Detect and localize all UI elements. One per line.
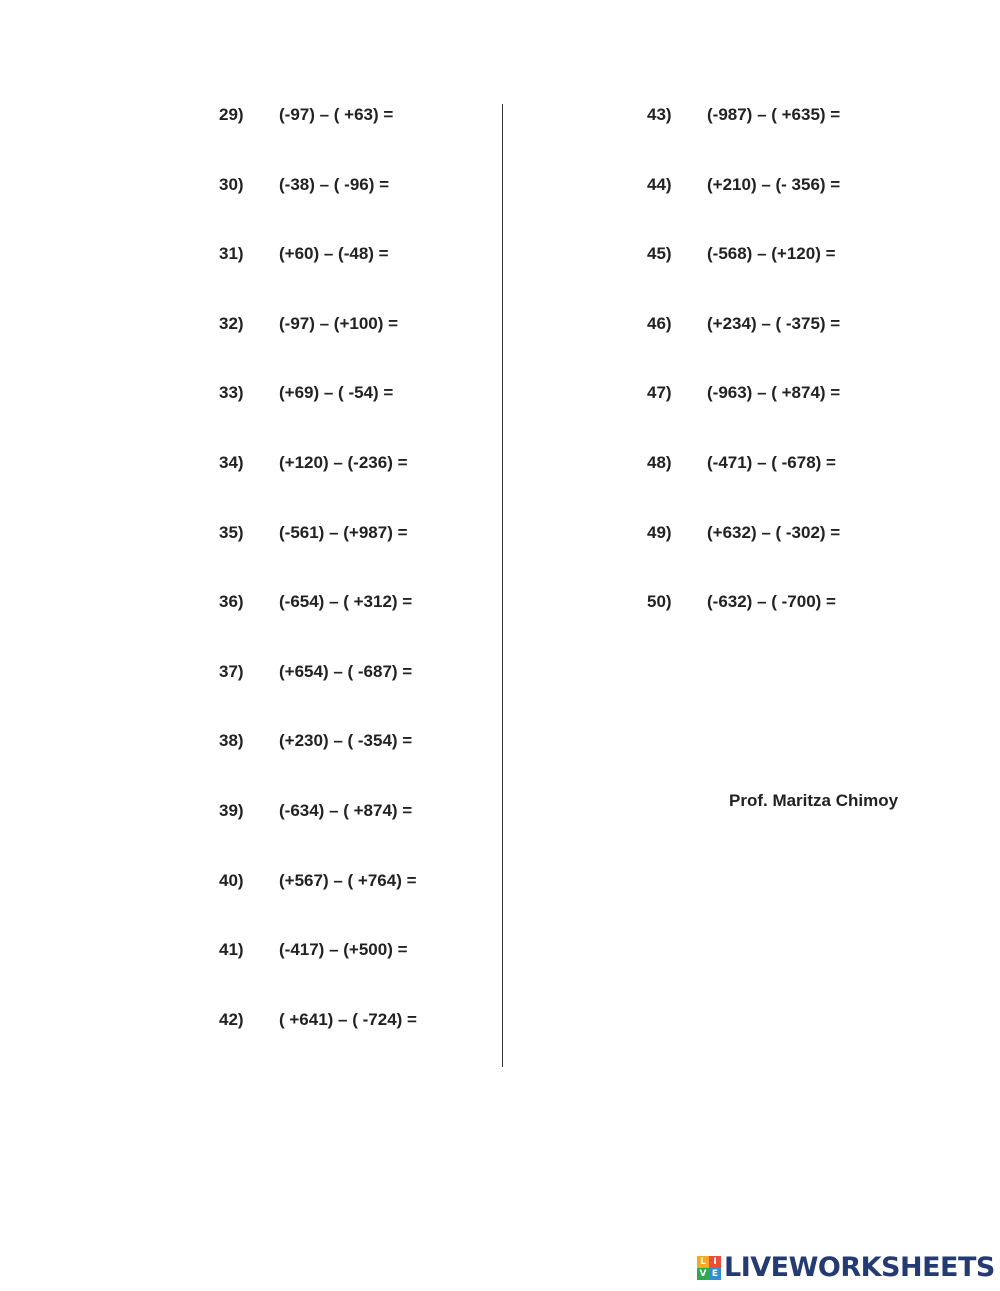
logo-letter-i: I: [709, 1256, 721, 1268]
problem-expression: (+60) – (-48) =: [279, 244, 389, 264]
problem-expression: (-471) – ( -678) =: [707, 452, 836, 472]
problem-expression: (+230) – ( -354) =: [279, 731, 413, 751]
problem-number: 43): [647, 105, 672, 124]
problem-number: 48): [647, 452, 672, 472]
problem-expression: (+234) – ( -375) =: [707, 313, 841, 333]
problem-number: 32): [219, 313, 244, 333]
problem-number: 36): [219, 592, 244, 612]
live-logo-icon: [697, 1256, 721, 1280]
problem-number: 29): [219, 105, 244, 124]
problem-expression: (+210) – (- 356) =: [707, 174, 841, 194]
problem-number: 39): [219, 800, 244, 820]
liveworksheets-brand: [697, 1252, 995, 1284]
problem-expression: (-97) – (+100) =: [279, 313, 399, 333]
problem-number: 41): [219, 940, 244, 960]
problem-expression: (+654) – ( -687) =: [279, 661, 413, 681]
problem-expression: (-634) – ( +874) =: [279, 800, 413, 820]
problem-expression: (-561) – (+987) =: [279, 522, 408, 542]
problem-expression: (-38) – ( -96) =: [279, 174, 390, 194]
logo-letter-v: V: [697, 1268, 709, 1280]
problem-expression: (-632) – ( -700) =: [707, 592, 836, 612]
problem-expression: (-417) – (+500) =: [279, 940, 408, 960]
problem-number: 33): [219, 383, 244, 403]
problem-number: 38): [219, 731, 244, 751]
problem-number: 35): [219, 522, 244, 542]
column-divider: [502, 104, 503, 1067]
problem-expression: (+632) – ( -302) =: [707, 522, 841, 542]
logo-letter-e: E: [709, 1268, 721, 1280]
problem-expression: (+567) – ( +764) =: [279, 870, 417, 890]
problem-expression: (+120) – (-236) =: [279, 452, 408, 472]
brand-name: LIVEWORKSHEETS: [724, 1252, 995, 1283]
problem-number: 50): [647, 592, 672, 612]
problem-expression: (-963) – ( +874) =: [707, 383, 841, 403]
problem-number: 31): [219, 244, 244, 264]
problem-number: 49): [647, 522, 672, 542]
problem-number: 30): [219, 174, 244, 194]
problem-number: 42): [219, 1009, 244, 1029]
problem-number: 37): [219, 661, 244, 681]
problem-number: 47): [647, 383, 672, 403]
problem-number: 40): [219, 870, 244, 890]
logo-letter-l: L: [697, 1256, 709, 1268]
problem-expression: (+69) – ( -54) =: [279, 383, 394, 403]
problem-expression: (-654) – ( +312) =: [279, 592, 413, 612]
problem-number: 45): [647, 244, 672, 264]
problem-expression: ( +641) – ( -724) =: [279, 1009, 417, 1029]
problem-number: 34): [219, 452, 244, 472]
problem-expression: (-987) – ( +635) =: [707, 105, 841, 124]
problem-expression: (-97) – ( +63) =: [279, 105, 394, 124]
author-signature: Prof. Maritza Chimoy: [729, 791, 899, 810]
problem-number: 46): [647, 313, 672, 333]
problem-number: 44): [647, 174, 672, 194]
problem-expression: (-568) – (+120) =: [707, 244, 836, 264]
